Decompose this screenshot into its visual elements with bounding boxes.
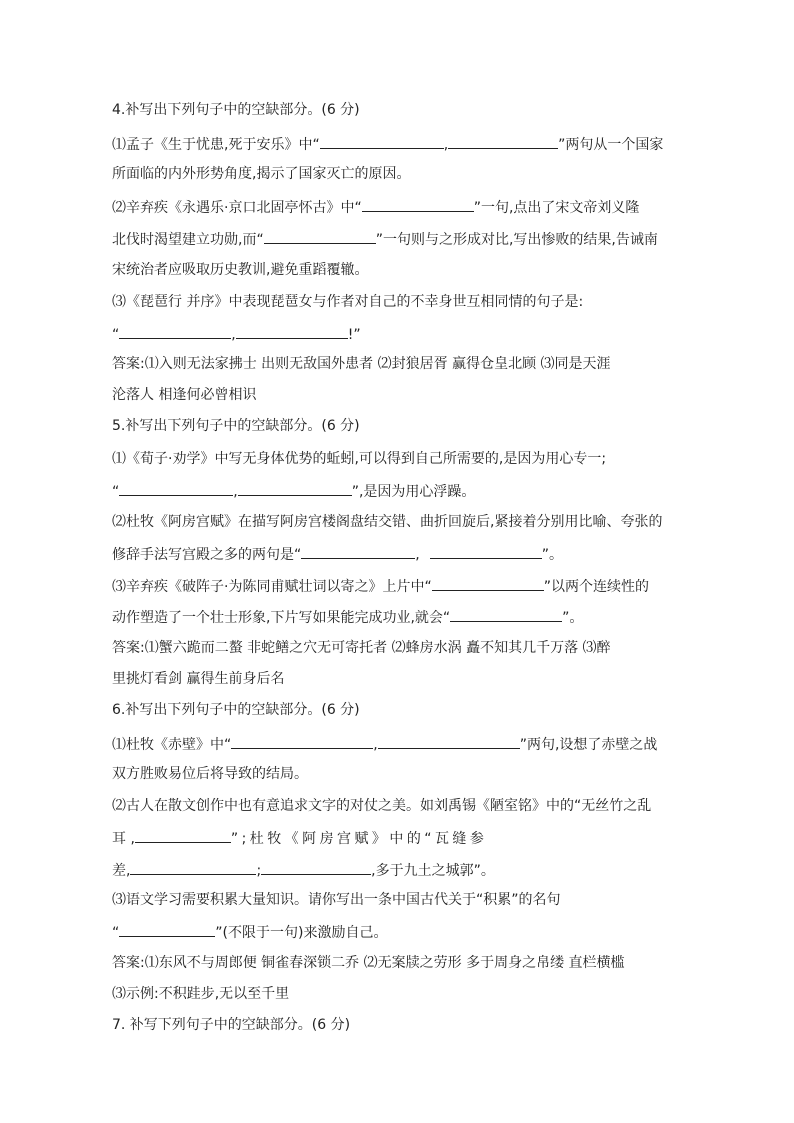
q4-item3-text: !”	[347, 327, 361, 343]
q5-answer-text: 里挑灯看剑 赢得生前身后名	[112, 671, 285, 687]
answer-blank[interactable]	[430, 543, 542, 559]
answer-blank[interactable]	[119, 480, 233, 496]
q4-item1-line2	[112, 164, 686, 184]
q5-answer-line1	[112, 638, 686, 658]
q5-item2-line1	[112, 512, 686, 532]
q5-item3-text: ”。	[562, 610, 584, 626]
answer-blank[interactable]	[119, 921, 215, 937]
q5-item3-text: ”以两个连续性的	[543, 579, 649, 595]
q5-item1-text: ”,是因为用心浮躁。	[351, 484, 476, 500]
q6-item2-line3	[112, 859, 686, 881]
q6-item2-text: 差,	[112, 863, 131, 879]
answer-blank[interactable]	[236, 323, 348, 339]
answer-blank[interactable]	[448, 133, 558, 149]
q6-title-text: 6.补写出下列句子中的空缺部分。(6 分)	[112, 702, 360, 718]
answer-blank[interactable]	[378, 733, 520, 749]
q5-item1-line1	[112, 449, 686, 469]
q5-item2-text: ⑵杜牧《阿房宫赋》在描写阿房宫楼阁盘结交错、曲折回旋后,紧接着分别用比喻、夸张的	[112, 514, 663, 530]
q4-answer-text: 答案:⑴入则无法家拂士 出则无敌国外患者 ⑵封狼居胥 赢得仓皇北顾 ⑶同是天涯	[112, 356, 611, 372]
q4-item1-text: ”两句从一个国家	[558, 137, 664, 153]
answer-blank[interactable]	[450, 606, 562, 622]
q5-item3-line1	[112, 575, 686, 597]
answer-blank[interactable]	[320, 133, 444, 149]
q5-item2-line2	[112, 543, 686, 565]
q4-item3-text: ⑶《琵琶行 并序》中表现琵琶女与作者对自己的不幸身世互相同情的句子是:	[112, 294, 584, 310]
q6-answer-text: 答案:⑴东风不与周郎便 铜雀春深锁二乔 ⑵无案牍之劳形 多于周身之帛缕 直栏横槛	[112, 955, 625, 971]
q6-item3-line2	[112, 921, 686, 943]
quote-mark: “	[112, 327, 120, 343]
q6-answer-text: ⑶示例:不积跬步,无以至千里	[112, 986, 290, 1002]
q4-item2-text: ⑵辛弃疾《永遇乐·京口北固亭怀古》中“	[112, 200, 362, 216]
answer-blank[interactable]	[135, 827, 231, 843]
q4-title	[112, 100, 686, 120]
q7-title	[112, 1015, 686, 1035]
q6-item2-text: ,多于九土之城郭”。	[371, 863, 495, 879]
q4-answer-line1	[112, 354, 686, 374]
q5-item1-line2	[112, 480, 686, 502]
q4-item1-text: ⑴孟子《生于忧患,死于安乐》中“	[112, 137, 320, 153]
q4-item2-line1	[112, 196, 686, 218]
quote-mark: “	[112, 925, 120, 941]
quote-mark: “	[112, 484, 120, 500]
q5-answer-line2	[112, 669, 686, 689]
answer-blank[interactable]	[130, 859, 256, 875]
q6-item3-text: ”(不限于一句)来激励自己。	[215, 925, 388, 941]
answer-blank[interactable]	[301, 543, 415, 559]
q6-item2-line1	[112, 796, 686, 816]
q6-item1-line1	[112, 733, 686, 755]
q4-item3-line2	[112, 323, 686, 345]
q4-item2-text: 宋统治者应吸取历史教训,避免重蹈覆辙。	[112, 262, 369, 278]
answer-blank[interactable]	[261, 859, 371, 875]
separator: ,	[443, 137, 449, 153]
q4-answer-text: 沦落人 相逢何必曾相识	[112, 387, 257, 403]
q4-item1-text: 所面临的内外形势角度,揭示了国家灭亡的原因。	[112, 166, 411, 182]
q6-item2-line2	[112, 827, 686, 849]
q4-item3-line1	[112, 292, 686, 312]
q6-item2-text: ” ; 杜 牧 《 阿 房 宫 赋 》 中 的 “ 瓦 缝 参	[230, 831, 484, 847]
q5-item3-line2	[112, 606, 686, 628]
q5-item2-text: 修辞手法写宫殿之多的两句是“	[112, 547, 302, 563]
answer-blank[interactable]	[119, 323, 231, 339]
q7-title-text: 7. 补写下列句子中的空缺部分。(6 分)	[112, 1017, 351, 1033]
answer-blank[interactable]	[264, 228, 376, 244]
separator: ,	[415, 547, 420, 563]
q6-item3-text: ⑶语文学习需要积累大量知识。请你写出一条中国古代关于“积累”的名句	[112, 892, 561, 908]
q5-title-text: 5.补写出下列句子中的空缺部分。(6 分)	[112, 418, 360, 434]
separator: ,	[233, 484, 238, 500]
q4-item2-line2	[112, 228, 686, 250]
separator: ,	[373, 737, 378, 753]
q5-title	[112, 416, 686, 436]
separator: ,	[231, 327, 236, 343]
q6-answer-line1	[112, 953, 686, 973]
q6-title	[112, 700, 686, 720]
q4-item2-line3	[112, 260, 686, 280]
q6-item1-line2	[112, 764, 686, 784]
q4-title-text: 4.补写出下列句子中的空缺部分。(6 分)	[112, 102, 360, 118]
q5-item2-text: ”。	[541, 547, 563, 563]
q6-item2-text: ⑵古人在散文创作中也有意追求文字的对仗之美。如刘禹锡《陋室铭》中的“无丝竹之乱	[112, 798, 652, 814]
q5-item1-text: ⑴《荀子·劝学》中写无身体优势的蚯蚓,可以得到自己所需要的,是因为用心专一;	[112, 451, 607, 467]
answer-blank[interactable]	[432, 575, 544, 591]
q6-item1-text: 双方胜败易位后将导致的结局。	[112, 766, 308, 782]
q4-answer-line2	[112, 385, 686, 405]
q6-item1-text: ”两句,设想了赤壁之战	[519, 737, 658, 753]
q4-item2-text: ”一句则与之形成对比,写出惨败的结果,告诫南	[375, 232, 658, 248]
q5-item3-text: ⑶辛弃疾《破阵子·为陈同甫赋壮词以寄之》上片中“	[112, 579, 432, 595]
answer-blank[interactable]	[362, 196, 474, 212]
q4-item1-line1	[112, 133, 686, 155]
q6-item3-line1	[112, 890, 686, 910]
q5-answer-text: 答案:⑴蟹六跪而二螯 非蛇鳝之穴无可寄托者 ⑵蜂房水涡 矗不知其几千万落 ⑶醉	[112, 640, 611, 656]
q6-item2-text: 耳 ,	[112, 831, 135, 847]
answer-blank[interactable]	[231, 733, 373, 749]
q4-item2-text: 北伐时渴望建立功勋,而“	[112, 232, 264, 248]
separator: ;	[256, 863, 262, 879]
q6-answer-line2	[112, 984, 686, 1004]
q5-item3-text: 动作塑造了一个壮士形象,下片写如果能完成功业,就会“	[112, 610, 451, 626]
answer-blank[interactable]	[238, 480, 352, 496]
q4-item2-text: ”一句,点出了宋文帝刘义隆	[473, 200, 640, 216]
q6-item1-text: ⑴杜牧《赤壁》中“	[112, 737, 232, 753]
